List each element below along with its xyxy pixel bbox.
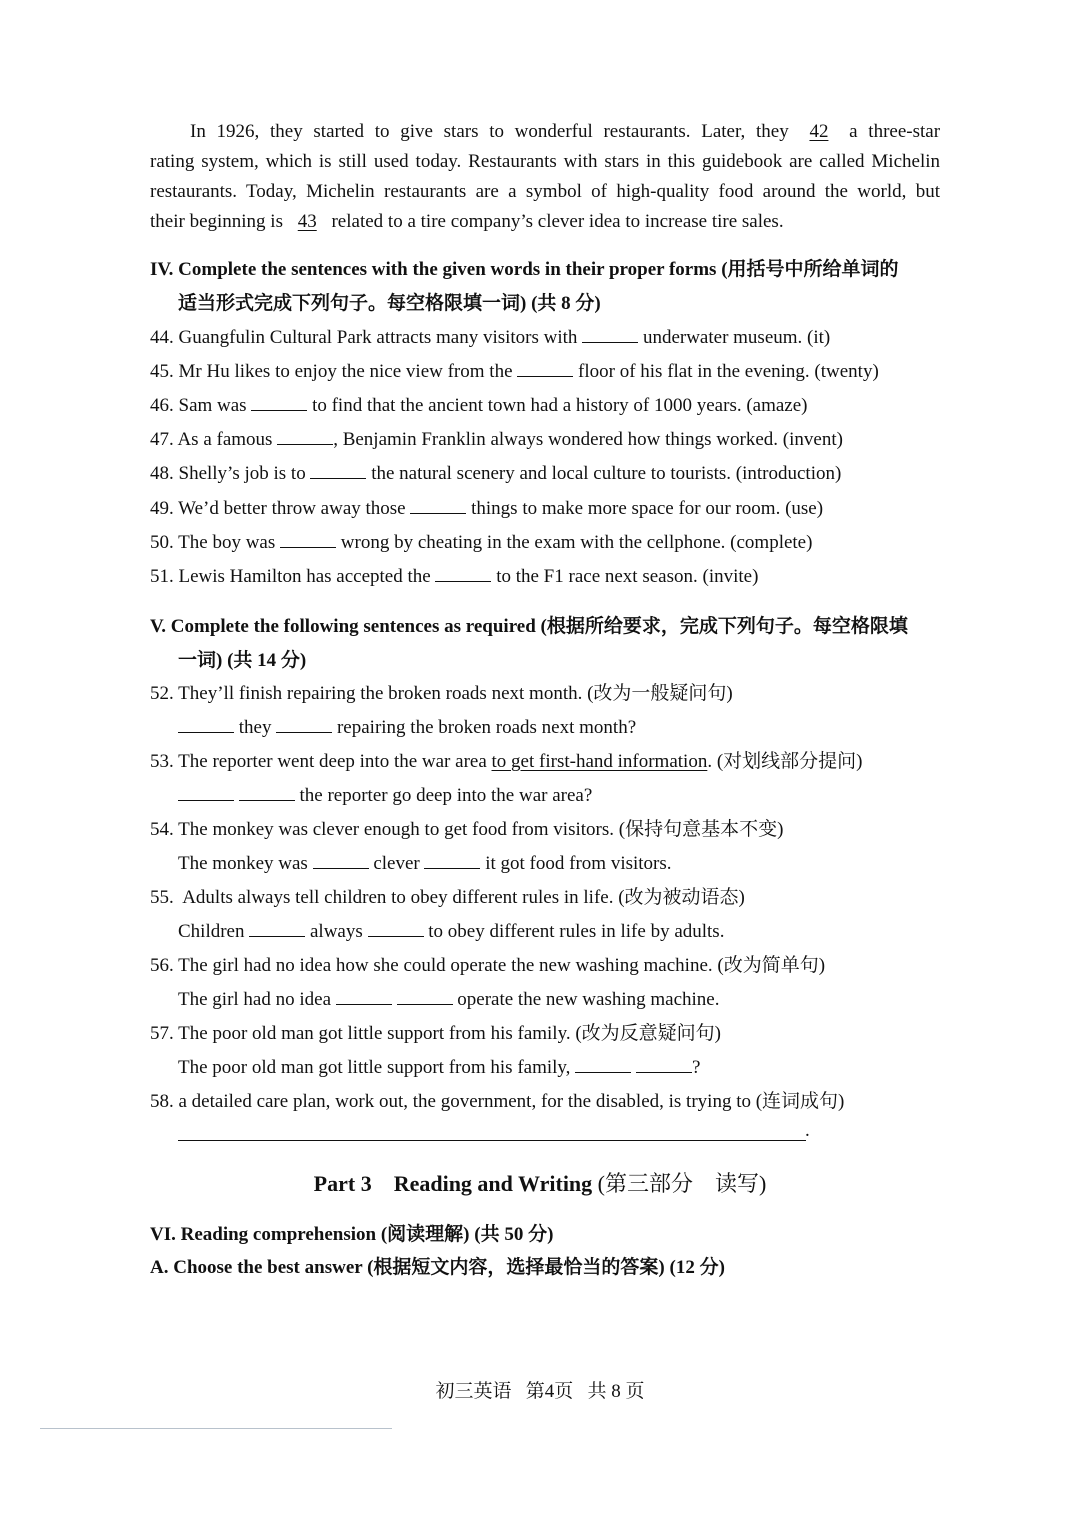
question-number: 55. [150, 887, 174, 908]
question-number: 51. [150, 566, 174, 587]
question-52 [150, 679, 733, 709]
question-46 [150, 391, 808, 421]
passage [150, 117, 940, 237]
question-53-answer [178, 781, 592, 811]
question-text: repairing the broken roads next month? [336, 717, 637, 738]
passage-line-1 [150, 117, 940, 147]
question-text: Adults always tell children to obey different rules in life. (改为被动语态) [182, 887, 745, 908]
question-text: The reporter went deep into the war area [178, 751, 487, 772]
question-55-answer [178, 917, 724, 947]
question-number: 52. [150, 683, 174, 704]
answer-blank[interactable] [368, 918, 424, 937]
answer-blank[interactable] [410, 495, 466, 514]
question-text: it got food from visitors. [485, 853, 672, 874]
answer-blank[interactable] [397, 986, 453, 1005]
blank-43: 43 [297, 211, 317, 232]
section-4-title: IV. Complete the sentences with the given words in their proper forms (用括号中所给单词的 [150, 259, 899, 280]
underlined-phrase: to get first-hand information [491, 751, 708, 772]
question-47 [150, 425, 843, 455]
answer-blank[interactable] [277, 426, 333, 445]
part-title-cn: (第三部分 读写) [597, 1171, 767, 1196]
question-50 [150, 528, 812, 558]
question-text: The poor old man got little support from his family, [178, 1057, 571, 1078]
answer-blank[interactable] [517, 358, 573, 377]
question-45 [150, 357, 879, 387]
question-text: . (对划线部分提问) [707, 751, 863, 772]
answer-line-58[interactable] [178, 1140, 806, 1141]
question-text: As a famous [177, 429, 273, 450]
answer-blank[interactable] [310, 460, 366, 479]
question-text: they [238, 717, 272, 738]
question-text: , Benjamin Franklin always wondered how things worked. (invent) [333, 429, 843, 450]
question-44 [150, 323, 830, 353]
question-text: Guangfulin Cultural Park attracts many visitors with [178, 327, 578, 348]
question-text: to obey different rules in life by adults. [428, 921, 725, 942]
question-text: Lewis Hamilton has accepted the [178, 566, 431, 587]
passage-text: a three-star [849, 121, 941, 142]
question-54-answer [178, 849, 672, 879]
question-text: ? [691, 1057, 701, 1078]
question-number: 46. [150, 395, 174, 416]
question-58 [150, 1087, 844, 1117]
question-number: 57. [150, 1023, 174, 1044]
blank-42: 42 [809, 121, 829, 142]
question-text: Shelly’s job is to [178, 463, 306, 484]
answer-blank[interactable] [178, 782, 234, 801]
question-number: 48. [150, 463, 174, 484]
question-text: things to make more space for our room. (use) [471, 498, 824, 519]
question-text: The monkey was clever enough to get food from visitors. (保持句意基本不变) [178, 819, 784, 840]
question-text: The boy was [178, 532, 276, 553]
question-57-answer [178, 1053, 700, 1083]
question-text: They’ll finish repairing the broken roads next month. (改为一般疑问句) [178, 683, 733, 704]
passage-line-2: rating system, which is still used today. Restaurants with stars in this guidebook are called Michelin [150, 151, 940, 172]
question-57 [150, 1019, 721, 1049]
scan-edge-line [40, 1428, 392, 1429]
answer-blank[interactable] [575, 1054, 631, 1073]
question-48 [150, 459, 841, 489]
question-text: The monkey was [178, 853, 308, 874]
question-text: Mr Hu likes to enjoy the nice view from the [178, 361, 513, 382]
question-number: 54. [150, 819, 174, 840]
question-51 [150, 562, 758, 592]
section-4-title-cont: 适当形式完成下列句子。每空格限填一词) (共 8 分) [178, 293, 601, 314]
section-6-title: VI. Reading comprehension (阅读理解) (共 50 分) [150, 1224, 554, 1245]
question-text: the reporter go deep into the war area? [299, 785, 593, 806]
question-text: the natural scenery and local culture to tourists. (introduction) [371, 463, 842, 484]
section-6a-title: A. Choose the best answer (根据短文内容，选择最恰当的答案) (12 分) [150, 1257, 725, 1278]
question-text: The girl had no idea [178, 989, 332, 1010]
part-title-en: Part 3 Reading and Writing [313, 1171, 593, 1196]
answer-blank[interactable] [280, 529, 336, 548]
passage-text: their beginning is [150, 211, 283, 232]
section-5-title-cont: 一词) (共 14 分) [178, 650, 307, 671]
answer-blank[interactable] [313, 850, 369, 869]
question-text: operate the new washing machine. [457, 989, 720, 1010]
answer-blank[interactable] [178, 714, 234, 733]
section-5-title: V. Complete the following sentences as required (根据所给要求，完成下列句子。每空格限填 [150, 616, 908, 637]
question-56 [150, 951, 825, 981]
question-text: to the F1 race next season. (invite) [496, 566, 759, 587]
question-text: to find that the ancient town had a history of 1000 years. (amaze) [312, 395, 808, 416]
answer-blank[interactable] [336, 986, 392, 1005]
passage-text: related to a tire company’s clever idea to increase tire sales. [331, 211, 784, 232]
answer-blank[interactable] [276, 714, 332, 733]
question-number: 50. [150, 532, 174, 553]
answer-blank[interactable] [636, 1054, 692, 1073]
question-number: 53. [150, 751, 174, 772]
answer-line-period: . [805, 1120, 810, 1141]
question-text: wrong by cheating in the exam with the cellphone. (complete) [340, 532, 813, 553]
question-text: underwater museum. (it) [642, 327, 831, 348]
answer-blank[interactable] [435, 563, 491, 582]
passage-text: In 1926, they started to give stars to wonderful restaurants. Later, they [190, 121, 789, 142]
part-3-title [0, 1168, 1080, 1200]
question-55 [150, 883, 745, 913]
page-footer: 初三英语 第4页 共 8 页 [435, 1381, 645, 1402]
question-number: 58. [150, 1091, 174, 1112]
passage-line-4 [150, 207, 940, 237]
question-text: The poor old man got little support from his family. (改为反意疑问句) [178, 1023, 722, 1044]
answer-blank[interactable] [424, 850, 480, 869]
question-56-answer [178, 985, 719, 1015]
question-54 [150, 815, 783, 845]
question-49 [150, 494, 823, 524]
question-text: Sam was [178, 395, 247, 416]
question-text: floor of his flat in the evening. (twenty) [578, 361, 879, 382]
question-text: clever [373, 853, 420, 874]
question-text: The girl had no idea how she could operate the new washing machine. (改为简单句) [178, 955, 826, 976]
answer-blank[interactable] [239, 782, 295, 801]
passage-line-3: restaurants. Today, Michelin restaurants are a symbol of high-quality food around the world, but [150, 181, 940, 202]
question-text: Children [178, 921, 245, 942]
answer-blank[interactable] [249, 918, 305, 937]
answer-blank[interactable] [582, 324, 638, 343]
question-text: always [310, 921, 363, 942]
question-number: 56. [150, 955, 174, 976]
answer-blank[interactable] [251, 392, 307, 411]
question-52-answer [178, 713, 636, 743]
question-text: We’d better throw away those [178, 498, 406, 519]
question-number: 49. [150, 498, 174, 519]
question-text: a detailed care plan, work out, the government, for the disabled, is trying to (连词成句) [178, 1091, 845, 1112]
question-number: 47. [150, 429, 174, 450]
question-number: 44. [150, 327, 174, 348]
question-number: 45. [150, 361, 174, 382]
question-53 [150, 747, 862, 777]
